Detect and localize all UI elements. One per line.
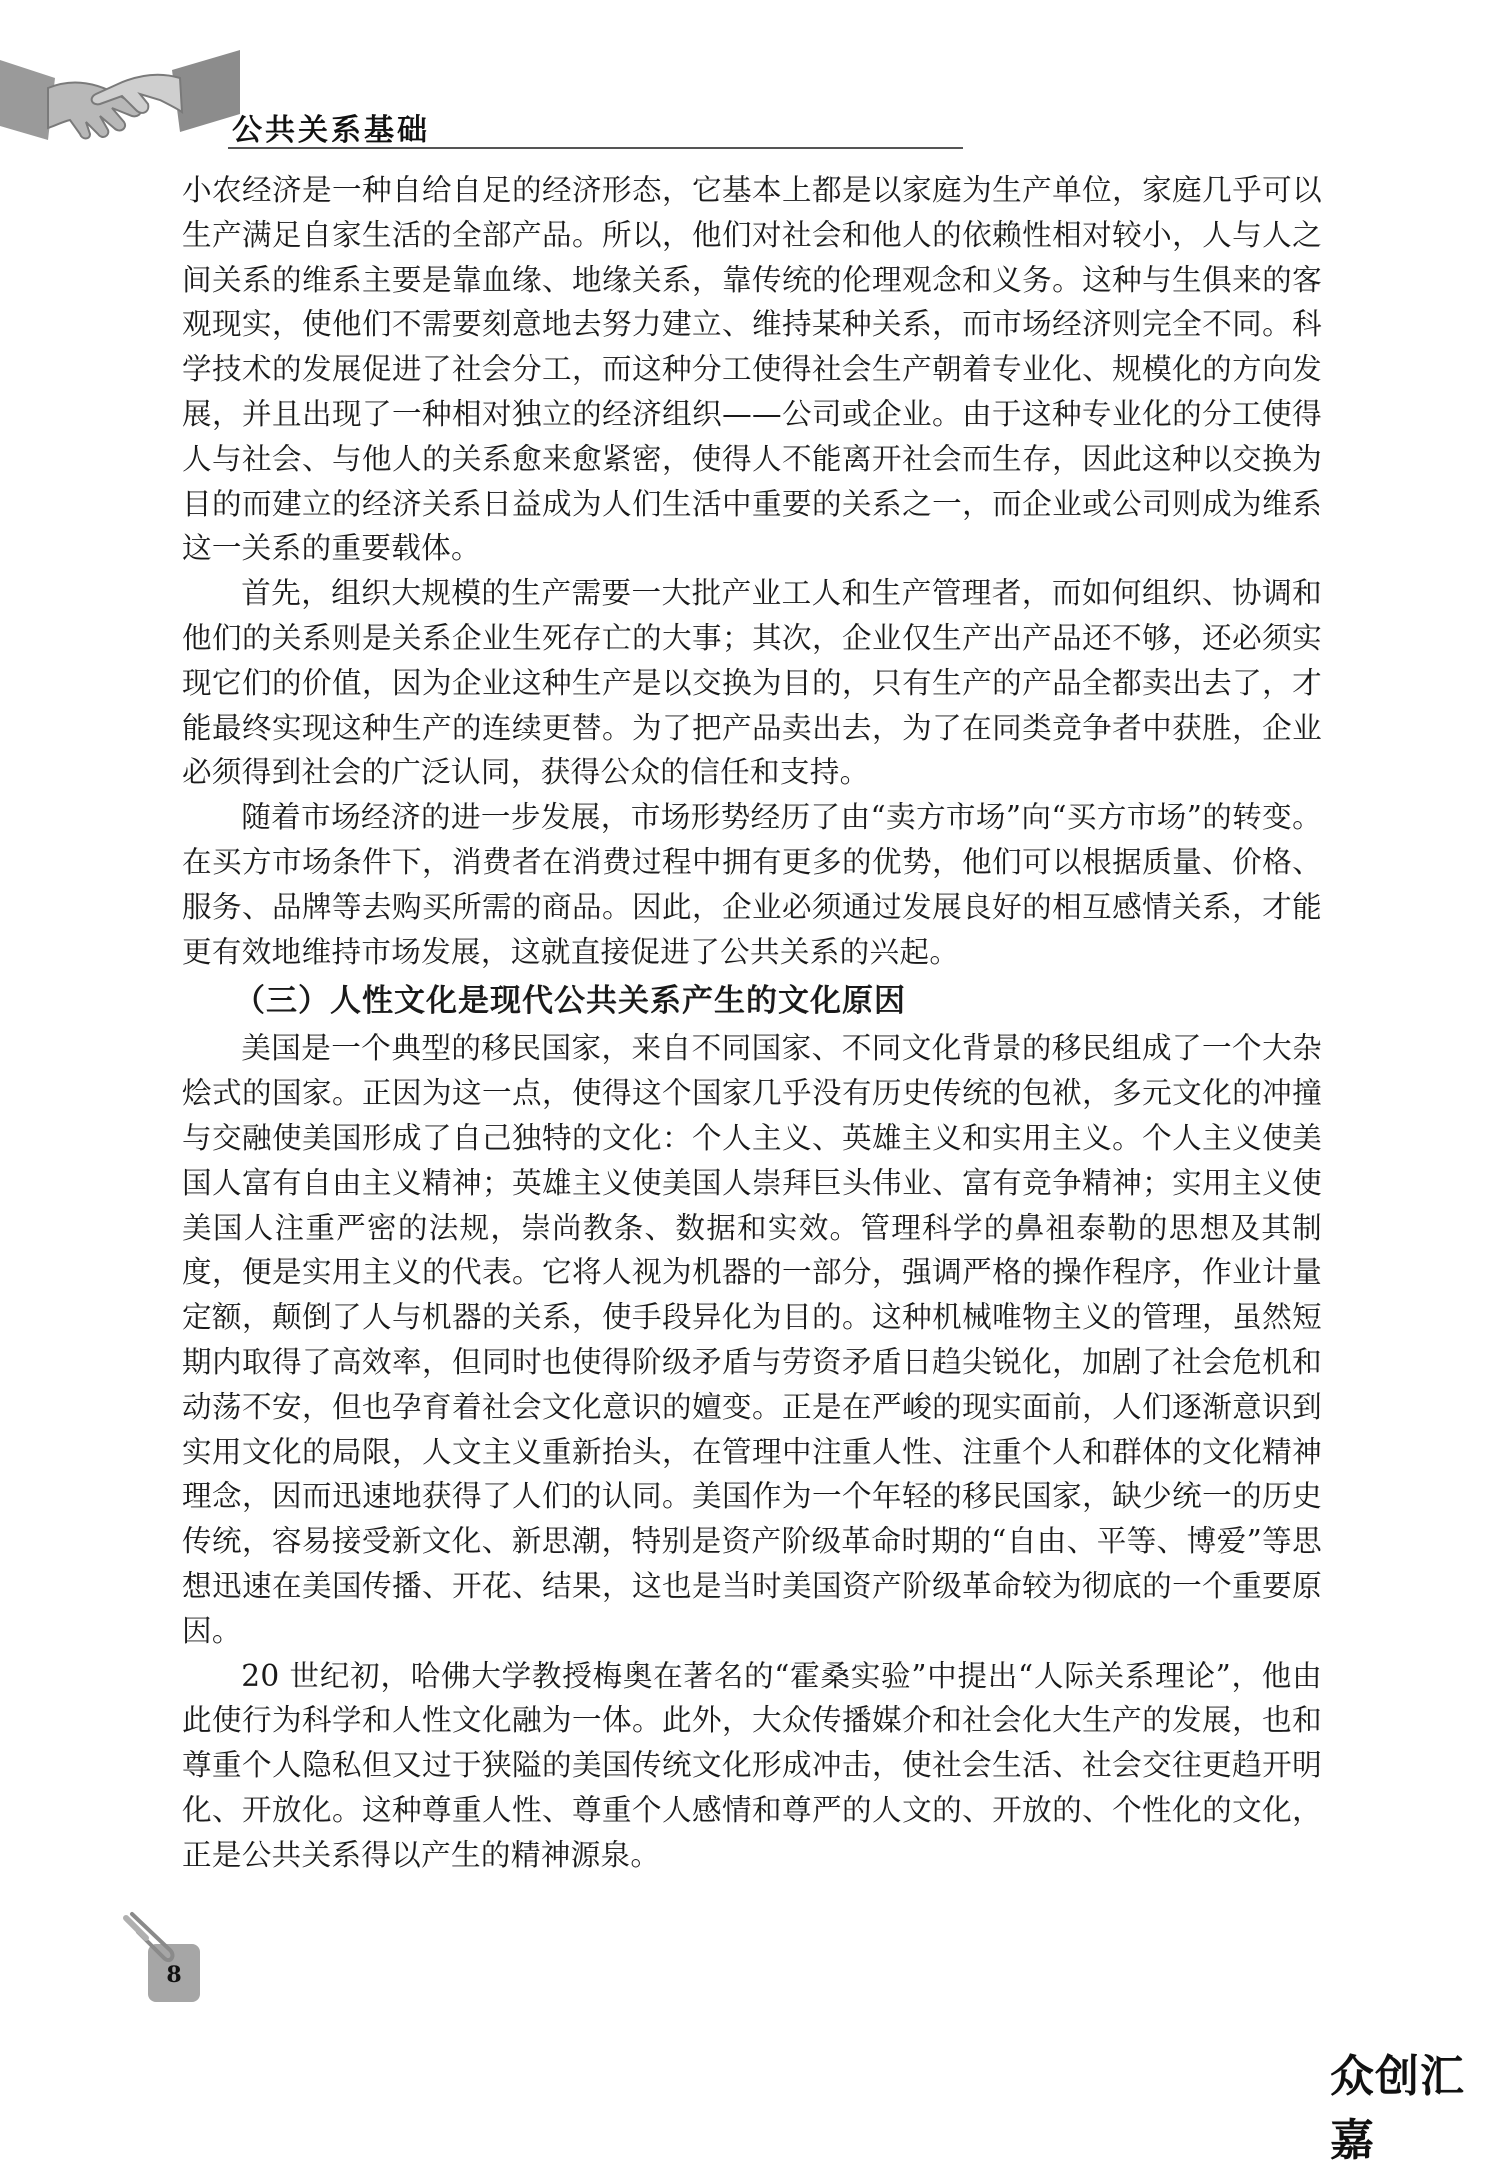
page-number: 8 xyxy=(166,1962,182,1988)
body-paragraph: 美国是一个典型的移民国家，来自不同国家、不同文化背景的移民组成了一个大杂烩式的国家。正因为这一点，使得这个国家几乎没有历史传统的包袱，多元文化的冲撞与交融使美国形成了自己独特的文化：个人主义、英雄主义和实用主义。个人主义使美国人富有自由主义精神；英雄主义使美国人崇拜巨头伟业、富有竞争精神；实用主义使美国人注重严密的法规，崇尚教条、数据和实效。管理科学的鼻祖泰勒的思想及其制度，便是实用主义的代表。它将人视为机器的一部分，强调严格的操作程序，作业计量定额，颠倒了人与机器的关系，使手段异化为目的。这种机械唯物主义的管理，虽然短期内取得了高效率，但同时也使得阶级矛盾与劳资矛盾日趋尖锐化，加剧了社会危机和动荡不安，但也孕育着社会文化意识的嬗变。正是在严峻的现实面前，人们逐渐意识到实用文化的局限，人文主义重新抬头，在管理中注重人性、注重个人和群体的文化精神理念，因而迅速地获得了人们的认同。美国作为一个年轻的移民国家，缺少统一的历史传统，容易接受新文化、新思潮，特别是资产阶级革命时期的“自由、平等、博爱”等思想迅速在美国传播、开花、结果，这也是当时美国资产阶级革命较为彻底的一个重要原因。 xyxy=(182,1031,1322,1648)
paperclip-tag-icon xyxy=(118,1908,218,2008)
section-heading: （三）人性文化是现代公共关系产生的文化原因 xyxy=(234,983,906,1020)
body-paragraph: 随着市场经济的进一步发展，市场形势经历了由“卖方市场”向“买方市场”的转变。在买方市场条件下，消费者在消费过程中拥有更多的优势，他们可以根据质量、价格、服务、品牌等去购买所需的商品。因此，企业必须通过发展良好的相互感情关系，才能更有效地维持市场发展，这就直接促进了公共关系的兴起。 xyxy=(182,800,1322,969)
body-paragraph: 首先，组织大规模的生产需要一大批产业工人和生产管理者，而如何组织、协调和他们的关系则是关系企业生死存亡的大事；其次，企业仅生产出产品还不够，还必须实现它们的价值，因为企业这种生产是以交换为目的，只有生产的产品全都卖出去了，才能最终实现这种生产的连续更替。为了把产品卖出去，为了在同类竞争者中获胜，企业必须得到社会的广泛认同，获得公众的信任和支持。 xyxy=(182,576,1322,790)
watermark: 众创汇嘉 xyxy=(1330,2051,1465,2166)
body-paragraph: 20 世纪初，哈佛大学教授梅奥在著名的“霍桑实验”中提出“人际关系理论”，他由此使行为科学和人性文化融为一体。此外，大众传播媒介和社会化大生产的发展，也和尊重个人隐私但又过于狭隘的美国传统文化形成冲击，使社会生活、社会交往更趋开明化、开放化。这种尊重人性、尊重个人感情和尊严的人文的、开放的、个性化的文化，正是公共关系得以产生的精神源泉。 xyxy=(182,1658,1322,1872)
handshake-logo xyxy=(0,48,240,158)
body-text xyxy=(182,168,1322,1877)
running-title: 公共关系基础 xyxy=(232,113,430,148)
header-rule xyxy=(228,147,963,149)
body-paragraph: 小农经济是一种自给自足的经济形态，它基本上都是以家庭为生产单位，家庭几乎可以生产满足自家生活的全部产品。所以，他们对社会和他人的依赖性相对较小，人与人之间关系的维系主要是靠血缘、地缘关系，靠传统的伦理观念和义务。这种与生俱来的客观现实，使他们不需要刻意地去努力建立、维持某种关系，而市场经济则完全不同。科学技术的发展促进了社会分工，而这种分工使得社会生产朝着专业化、规模化的方向发展，并且出现了一种相对独立的经济组织——公司或企业。由于这种专业化的分工使得人与社会、与他人的关系愈来愈紧密，使得人不能离开社会而生存，因此这种以交换为目的而建立的经济关系日益成为人们生活中重要的关系之一，而企业或公司则成为维系这一关系的重要载体。 xyxy=(182,173,1322,566)
